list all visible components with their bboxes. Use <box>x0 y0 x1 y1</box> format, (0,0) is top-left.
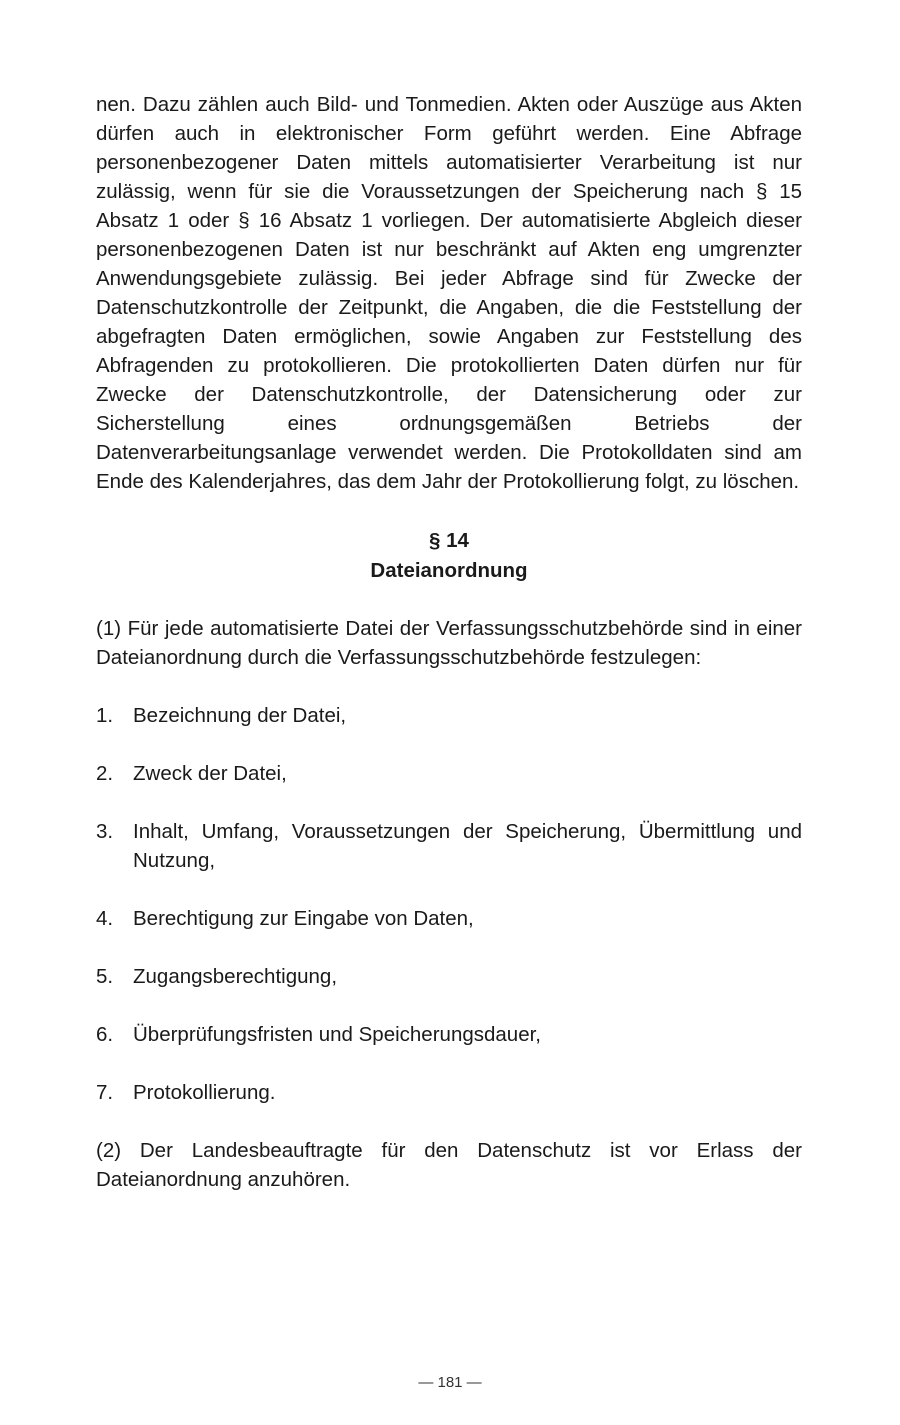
paragraph-top: nen. Dazu zählen auch Bild- und Tonmedien. Akten oder Auszüge aus Akten dürfen auch in elektronischer Form geführt werden. Eine Abfrage personenbezogener Daten mittels automatisierter Verarbeitung ist nur zulässig, wenn für sie die Voraussetzungen der Speicherung nach § 15 Absatz 1 oder § 16 Absatz 1 vorliegen. Der automatisierte Abgleich dieser personenbezogenen Daten ist nur beschränkt auf Akten eng umgrenzter Anwendungsgebiete zulässig. Bei jeder Abfrage sind für Zwecke der Datenschutzkontrolle der Zeitpunkt, die Angaben, die die Feststellung der abgefragten Daten ermöglichen, sowie Angaben zur Feststellung des Abfragenden zu protokollieren. Die protokollierten Daten dürfen nur für Zwecke der Datenschutzkontrolle, der Datensicherung oder zur Sicherstellung eines ordnungsgemäßen Betriebs der Datenverarbeitungsanlage verwendet werden. Die Protokolldaten sind am Ende des Kalenderjahres, das dem Jahr der Protokollierung folgt, zu löschen. <box>96 93 802 493</box>
requirements-list <box>96 701 802 1107</box>
list-item-text: Berechtigung zur Eingabe von Daten, <box>133 907 474 930</box>
list-item <box>96 701 802 730</box>
list-item <box>96 817 802 875</box>
list-item-text: Zugangsberechtigung, <box>133 965 338 988</box>
list-item-number: 1. <box>96 704 114 727</box>
section-number: § 14 <box>429 529 469 552</box>
list-item <box>96 759 802 788</box>
list-item-text: Zweck der Datei, <box>133 762 287 785</box>
document-page <box>96 90 802 1194</box>
section-heading <box>96 526 802 586</box>
section-title: Dateianordnung <box>370 559 528 582</box>
list-item-number: 6. <box>96 1023 114 1046</box>
list-item-text: Protokollierung. <box>133 1081 276 1104</box>
list-item-number: 7. <box>96 1081 114 1104</box>
list-item-number: 5. <box>96 965 114 988</box>
page-number: — 181 — <box>418 1374 482 1391</box>
paragraph-1: (1) Für jede automatisierte Datei der Verfassungsschutzbehörde sind in einer Dateianordnung durch die Verfassungsschutzbehörde festzulegen: <box>96 617 802 669</box>
list-item-text: Bezeichnung der Datei, <box>133 704 347 727</box>
paragraph-2: (2) Der Landesbeauftragte für den Datenschutz ist vor Erlass der Dateianordnung anzuhören. <box>96 1139 802 1191</box>
list-item-number: 2. <box>96 762 114 785</box>
list-item-text: Inhalt, Umfang, Voraussetzungen der Speicherung, Übermittlung und Nutzung, <box>133 820 802 872</box>
list-item-number: 4. <box>96 907 114 930</box>
list-item-number: 3. <box>96 820 114 843</box>
list-item <box>96 1020 802 1049</box>
list-item <box>96 962 802 991</box>
list-item-text: Überprüfungsfristen und Speicherungsdauer, <box>133 1023 541 1046</box>
list-item <box>96 1078 802 1107</box>
list-item <box>96 904 802 933</box>
